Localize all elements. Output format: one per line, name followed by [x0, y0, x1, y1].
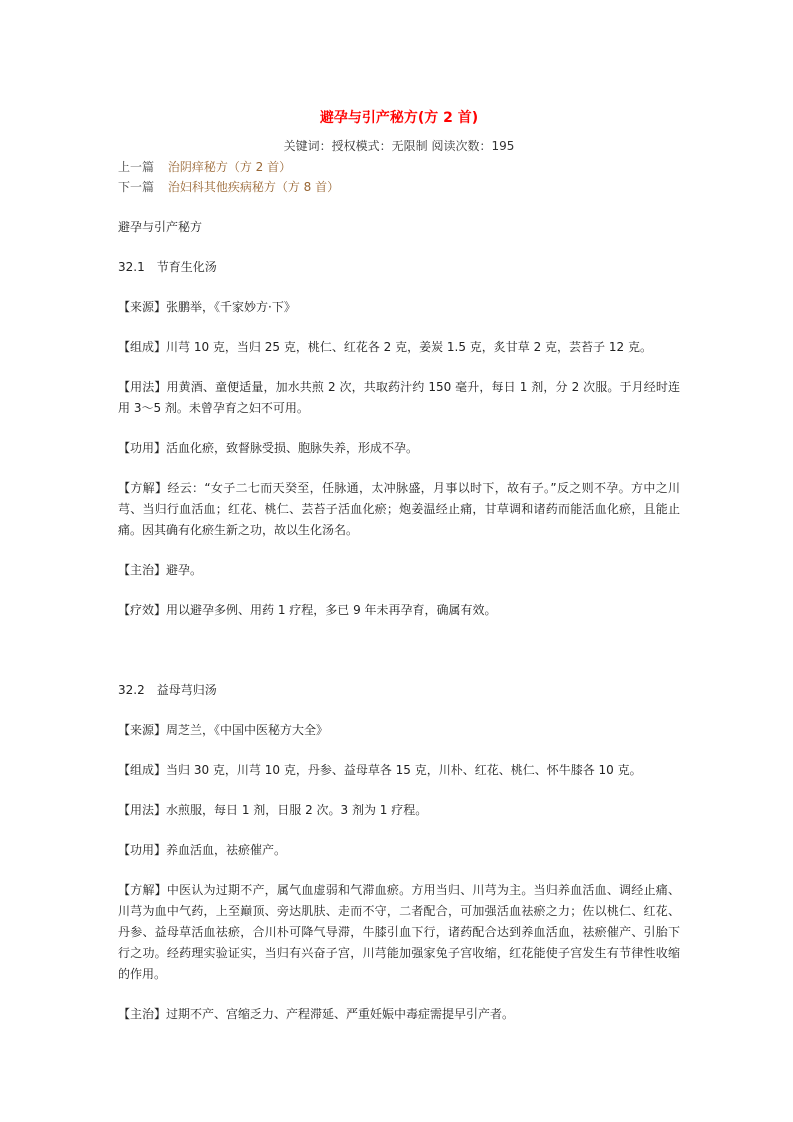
next-label: 下一篇 [118, 180, 155, 194]
page-title: 避孕与引产秘方(方 2 首) [319, 110, 479, 126]
recipe-paragraph [118, 840, 680, 861]
paragraph-label: 【方解】 [118, 883, 167, 897]
paragraph-label: 【功用】 [118, 843, 167, 857]
paragraph-text: 经云：“女子二七而天癸至，任脉通，太冲脉盛，月事以时下，故有子。”反之则不孕。方中之川芎、当归行血活血；红花、桃仁、芸苔子活血化瘀；炮姜温经止痛，甘草调和诸药而能活血化瘀，且能止痛。因其确有化瘀生新之功，故以生化汤名。 [118, 481, 680, 537]
paragraph-label: 【组成】 [118, 763, 167, 777]
paragraph-text: 活血化瘀，致督脉受损、胞脉失养，形成不孕。 [166, 441, 419, 455]
paragraph-text: 用以避孕多例、用药 1 疗程，多已 9 年未再孕育，确属有效。 [166, 603, 497, 617]
next-article-link[interactable]: 治妇科其他疾病秘方（方 8 首） [167, 180, 340, 194]
section-spacer [118, 640, 680, 680]
recipe-paragraph [118, 560, 680, 581]
recipe-paragraph [118, 600, 680, 621]
paragraph-text: 水煎服，每日 1 剂，日服 2 次。3 剂为 1 疗程。 [166, 803, 428, 817]
recipe-paragraph [118, 337, 680, 358]
recipe-list [118, 257, 680, 1025]
recipe-paragraph [118, 800, 680, 821]
paragraph-text: 川芎 10 克，当归 25 克，桃仁、红花各 2 克，姜炭 1.5 克，炙甘草 2 克，芸苔子 12 克。 [166, 340, 652, 354]
recipe-paragraph [118, 760, 680, 781]
paragraph-text: 用黄酒、童便适量，加水共煎 2 次，共取药汁约 150 毫升，每日 1 剂，分 2 次服。于月经时连用 3～5 剂。未曾孕育之妇不可用。 [118, 380, 680, 415]
paragraph-label: 【来源】 [118, 300, 167, 314]
article-meta: 关键词：授权模式：无限制 阅读次数：195 [283, 139, 515, 153]
prev-article-link[interactable]: 治阴痒秘方（方 2 首） [167, 160, 292, 174]
recipe-paragraph [118, 297, 680, 318]
paragraph-text: 养血活血，祛瘀催产。 [166, 843, 287, 857]
prev-article [118, 157, 680, 177]
recipe-heading: 32.2 益母芎归汤 [118, 683, 217, 697]
section-title: 避孕与引产秘方 [118, 220, 203, 234]
recipe-paragraph [118, 478, 680, 541]
paragraph-label: 【组成】 [118, 340, 167, 354]
paragraph-text: 中医认为过期不产，属气血虚弱和气滞血瘀。方用当归、川芎为主。当归养血活血、调经止痛、川芎为血中气药，上至巅顶、旁达肌肤、走而不守，二者配合，可加强活血祛瘀之力；佐以桃仁、红花、丹参、益母草活血祛瘀，合川朴可降气导滞，牛膝引血下行，诸药配合达到养血活血，祛瘀催产、引胎下行之功。经药理实验证实，当归有兴奋子宫，川芎能加强家兔子宫收缩，红花能使子宫发生有节律性收缩的作用。 [118, 883, 680, 981]
paragraph-label: 【用法】 [118, 803, 167, 817]
recipe-paragraph [118, 880, 680, 985]
next-article [118, 177, 680, 197]
paragraph-label: 【功用】 [118, 441, 167, 455]
recipe-heading: 32.1 节育生化汤 [118, 260, 217, 274]
paragraph-text: 张鹏举，《千家妙方·下》 [166, 300, 296, 314]
paragraph-label: 【方解】 [118, 481, 168, 495]
recipe-paragraph [118, 720, 680, 741]
paragraph-label: 【用法】 [118, 380, 167, 394]
prev-label: 上一篇 [118, 160, 155, 174]
paragraph-text: 周芝兰，《中国中医秘方大全》 [166, 723, 329, 737]
paragraph-text: 避孕。 [166, 563, 203, 577]
paragraph-label: 【来源】 [118, 723, 167, 737]
recipe-paragraph [118, 438, 680, 459]
document-page [118, 106, 680, 1044]
recipe-paragraph [118, 377, 680, 419]
paragraph-text: 过期不产、宫缩乏力、产程滞延、严重妊娠中毒症需提早引产者。 [166, 1007, 515, 1021]
recipe-paragraph [118, 1004, 680, 1025]
paragraph-text: 当归 30 克，川芎 10 克，丹参、益母草各 15 克，川朴、红花、桃仁、怀牛膝各 10 克。 [166, 763, 642, 777]
paragraph-label: 【主治】 [118, 1007, 167, 1021]
paragraph-label: 【疗效】 [118, 603, 167, 617]
paragraph-label: 【主治】 [118, 563, 167, 577]
